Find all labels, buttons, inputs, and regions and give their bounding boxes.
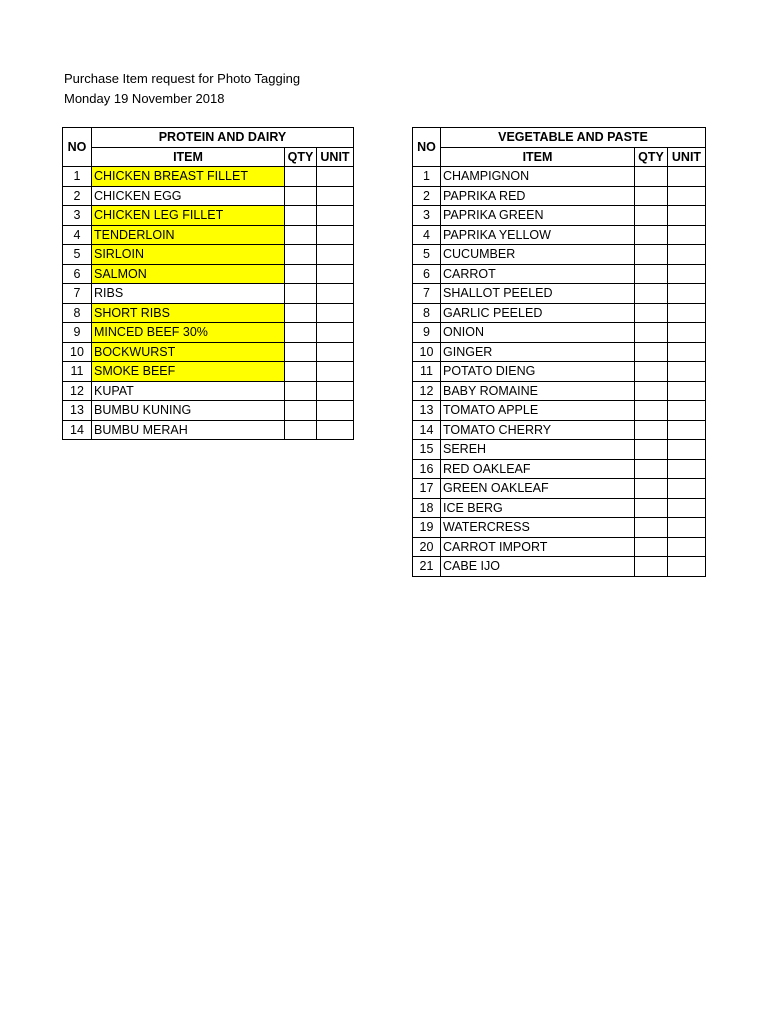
unit-cell	[668, 401, 706, 421]
qty-cell	[285, 362, 317, 382]
no-column-header: NO	[63, 128, 92, 167]
item-name: ONION	[441, 323, 635, 343]
unit-cell	[317, 186, 354, 206]
item-column-header: ITEM	[92, 147, 285, 167]
item-name: GINGER	[441, 342, 635, 362]
qty-cell	[285, 206, 317, 226]
qty-column-header: QTY	[285, 147, 317, 167]
item-name: CHICKEN LEG FILLET	[92, 206, 285, 226]
table-row	[63, 245, 354, 265]
qty-cell	[635, 420, 668, 440]
qty-cell	[285, 245, 317, 265]
table-row	[413, 225, 706, 245]
unit-cell	[668, 225, 706, 245]
no-column-header: NO	[413, 128, 441, 167]
item-name: SEREH	[441, 440, 635, 460]
row-number: 11	[413, 362, 441, 382]
row-number: 17	[413, 479, 441, 499]
row-number: 7	[63, 284, 92, 304]
table-row	[63, 342, 354, 362]
qty-cell	[635, 225, 668, 245]
unit-cell	[317, 420, 354, 440]
item-name: TOMATO CHERRY	[441, 420, 635, 440]
table-row	[413, 420, 706, 440]
unit-column-header: UNIT	[668, 147, 706, 167]
item-name: BUMBU MERAH	[92, 420, 285, 440]
row-number: 21	[413, 557, 441, 577]
vegetable-paste-table	[412, 127, 706, 577]
unit-cell	[317, 381, 354, 401]
item-name: RIBS	[92, 284, 285, 304]
qty-cell	[635, 323, 668, 343]
row-number: 6	[63, 264, 92, 284]
table-row	[413, 323, 706, 343]
unit-cell	[317, 225, 354, 245]
qty-cell	[285, 420, 317, 440]
row-number: 6	[413, 264, 441, 284]
table-row	[413, 537, 706, 557]
item-name: PAPRIKA YELLOW	[441, 225, 635, 245]
row-number: 9	[413, 323, 441, 343]
qty-cell	[635, 498, 668, 518]
table-row	[63, 264, 354, 284]
table-row	[413, 264, 706, 284]
qty-column-header: QTY	[635, 147, 668, 167]
row-number: 15	[413, 440, 441, 460]
unit-cell	[317, 342, 354, 362]
unit-cell	[668, 167, 706, 187]
item-name: MINCED BEEF 30%	[92, 323, 285, 343]
unit-cell	[668, 440, 706, 460]
item-name: KUPAT	[92, 381, 285, 401]
unit-cell	[668, 245, 706, 265]
qty-cell	[635, 479, 668, 499]
table-row	[413, 440, 706, 460]
qty-cell	[635, 245, 668, 265]
table-row	[413, 186, 706, 206]
row-number: 3	[413, 206, 441, 226]
unit-cell	[668, 342, 706, 362]
document-title: Purchase Item request for Photo Tagging	[64, 71, 301, 86]
unit-cell	[317, 264, 354, 284]
unit-cell	[668, 537, 706, 557]
row-number: 8	[63, 303, 92, 323]
qty-cell	[285, 264, 317, 284]
table-row	[413, 381, 706, 401]
row-number: 10	[63, 342, 92, 362]
item-name: GARLIC PEELED	[441, 303, 635, 323]
qty-cell	[635, 440, 668, 460]
qty-cell	[635, 284, 668, 304]
row-number: 4	[63, 225, 92, 245]
item-column-header: ITEM	[441, 147, 635, 167]
unit-cell	[668, 557, 706, 577]
row-number: 13	[413, 401, 441, 421]
unit-cell	[668, 420, 706, 440]
document-date: Monday 19 November 2018	[64, 91, 225, 106]
item-name: BUMBU KUNING	[92, 401, 285, 421]
unit-cell	[317, 245, 354, 265]
table-row	[413, 167, 706, 187]
table-row	[413, 518, 706, 538]
unit-cell	[317, 323, 354, 343]
row-number: 1	[63, 167, 92, 187]
table-row	[413, 245, 706, 265]
qty-cell	[285, 225, 317, 245]
item-name: POTATO DIENG	[441, 362, 635, 382]
qty-cell	[635, 362, 668, 382]
item-name: CUCUMBER	[441, 245, 635, 265]
unit-cell	[668, 498, 706, 518]
table-row	[63, 284, 354, 304]
row-number: 12	[413, 381, 441, 401]
unit-cell	[668, 479, 706, 499]
qty-cell	[285, 303, 317, 323]
item-name: CARROT IMPORT	[441, 537, 635, 557]
row-number: 10	[413, 342, 441, 362]
row-number: 16	[413, 459, 441, 479]
item-name: TOMATO APPLE	[441, 401, 635, 421]
unit-cell	[317, 284, 354, 304]
item-name: CHICKEN EGG	[92, 186, 285, 206]
table-row	[63, 362, 354, 382]
item-name: ICE BERG	[441, 498, 635, 518]
qty-cell	[635, 206, 668, 226]
unit-cell	[668, 518, 706, 538]
table-row	[63, 401, 354, 421]
row-number: 12	[63, 381, 92, 401]
table-row	[63, 167, 354, 187]
unit-cell	[668, 264, 706, 284]
item-name: GREEN OAKLEAF	[441, 479, 635, 499]
unit-cell	[668, 459, 706, 479]
qty-cell	[285, 167, 317, 187]
table-row	[63, 420, 354, 440]
qty-cell	[635, 167, 668, 187]
item-name: CHAMPIGNON	[441, 167, 635, 187]
table-row	[413, 557, 706, 577]
qty-cell	[635, 186, 668, 206]
table-row	[63, 206, 354, 226]
row-number: 1	[413, 167, 441, 187]
unit-column-header: UNIT	[317, 147, 354, 167]
item-name: TENDERLOIN	[92, 225, 285, 245]
unit-cell	[317, 362, 354, 382]
unit-cell	[668, 381, 706, 401]
qty-cell	[635, 459, 668, 479]
group-header: PROTEIN AND DAIRY	[92, 128, 354, 148]
qty-cell	[635, 303, 668, 323]
unit-cell	[317, 401, 354, 421]
qty-cell	[285, 401, 317, 421]
item-name: SMOKE BEEF	[92, 362, 285, 382]
table-row	[413, 284, 706, 304]
unit-cell	[668, 206, 706, 226]
row-number: 3	[63, 206, 92, 226]
row-number: 4	[413, 225, 441, 245]
table-row	[413, 459, 706, 479]
table-row	[63, 323, 354, 343]
row-number: 5	[63, 245, 92, 265]
table-row	[413, 498, 706, 518]
item-name: SHORT RIBS	[92, 303, 285, 323]
row-number: 9	[63, 323, 92, 343]
table-row	[413, 303, 706, 323]
item-name: SHALLOT PEELED	[441, 284, 635, 304]
row-number: 13	[63, 401, 92, 421]
item-name: BABY ROMAINE	[441, 381, 635, 401]
table-row	[413, 206, 706, 226]
row-number: 11	[63, 362, 92, 382]
qty-cell	[285, 284, 317, 304]
unit-cell	[668, 303, 706, 323]
table-row	[413, 401, 706, 421]
item-name: PAPRIKA GREEN	[441, 206, 635, 226]
item-name: SALMON	[92, 264, 285, 284]
row-number: 2	[413, 186, 441, 206]
table-row	[63, 225, 354, 245]
item-name: PAPRIKA RED	[441, 186, 635, 206]
unit-cell	[668, 284, 706, 304]
qty-cell	[635, 537, 668, 557]
item-name: SIRLOIN	[92, 245, 285, 265]
unit-cell	[668, 362, 706, 382]
item-name: WATERCRESS	[441, 518, 635, 538]
item-name: BOCKWURST	[92, 342, 285, 362]
unit-cell	[317, 303, 354, 323]
item-name: RED OAKLEAF	[441, 459, 635, 479]
unit-cell	[668, 186, 706, 206]
unit-cell	[668, 323, 706, 343]
row-number: 20	[413, 537, 441, 557]
item-name: CARROT	[441, 264, 635, 284]
qty-cell	[285, 381, 317, 401]
qty-cell	[635, 557, 668, 577]
table-row	[413, 479, 706, 499]
table-row	[413, 342, 706, 362]
qty-cell	[635, 381, 668, 401]
qty-cell	[635, 401, 668, 421]
qty-cell	[285, 186, 317, 206]
qty-cell	[635, 518, 668, 538]
item-name: CABE IJO	[441, 557, 635, 577]
qty-cell	[635, 342, 668, 362]
row-number: 5	[413, 245, 441, 265]
qty-cell	[285, 342, 317, 362]
row-number: 2	[63, 186, 92, 206]
table-row	[63, 303, 354, 323]
unit-cell	[317, 206, 354, 226]
table-row	[413, 362, 706, 382]
row-number: 8	[413, 303, 441, 323]
protein-dairy-table	[62, 127, 354, 440]
row-number: 18	[413, 498, 441, 518]
table-row	[63, 381, 354, 401]
qty-cell	[285, 323, 317, 343]
unit-cell	[317, 167, 354, 187]
item-name: CHICKEN BREAST FILLET	[92, 167, 285, 187]
row-number: 14	[413, 420, 441, 440]
row-number: 19	[413, 518, 441, 538]
qty-cell	[635, 264, 668, 284]
group-header: VEGETABLE AND PASTE	[441, 128, 706, 148]
row-number: 7	[413, 284, 441, 304]
table-row	[63, 186, 354, 206]
row-number: 14	[63, 420, 92, 440]
